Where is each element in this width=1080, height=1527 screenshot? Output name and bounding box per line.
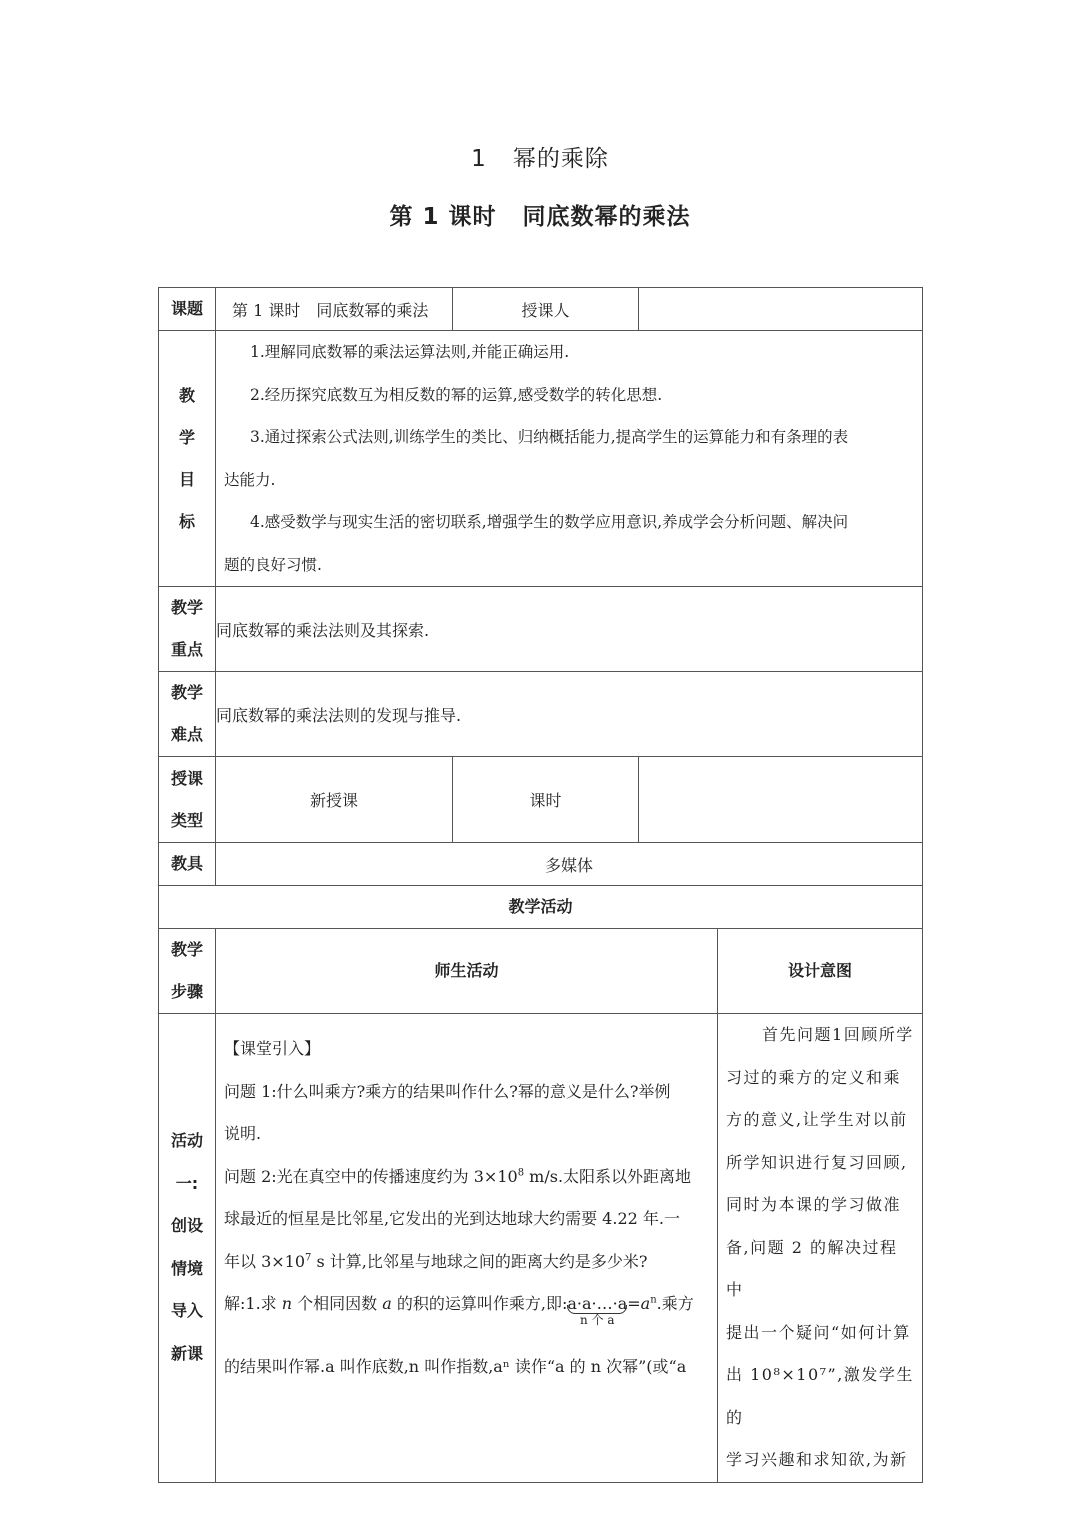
goal-3-cont: 达能力.	[224, 470, 276, 489]
question-1: 问题 1:什么叫乘方?乘方的结果叫作什么?幂的意义是什么?举例	[224, 1081, 671, 1101]
topic-label: 课题	[159, 288, 216, 331]
goal-4-cont: 题的良好习惯.	[224, 555, 322, 574]
goal-3: 3.通过探索公式法则,训练学生的类比、归纳概括能力,提高学生的运算能力和有条理的表	[250, 428, 849, 446]
focus-row	[159, 587, 923, 672]
lesson-plan-table	[158, 287, 923, 1483]
chapter-name: 幂的乘除	[512, 146, 609, 172]
activity-1-label: 活动 一: 创设 情境 导入 新课	[159, 1014, 216, 1483]
activity-header-row	[159, 929, 923, 1014]
lesson-title	[0, 198, 1080, 231]
type-label: 授课 类型	[159, 757, 216, 843]
activity-1-content	[216, 1014, 718, 1483]
goals-label: 教 学 目 标	[159, 331, 216, 587]
goal-1: 1.理解同底数幂的乘法运算法则,并能正确运用.	[250, 343, 570, 361]
lesson-name: 同底数幂的乘法	[522, 204, 691, 230]
tools-value: 多媒体	[216, 843, 923, 886]
goals-content	[216, 331, 923, 587]
goal-4: 4.感受数学与现实生活的密切联系,增强学生的数学应用意识,养成学会分析问题、解决问	[250, 513, 849, 531]
step-label: 教学 步骤	[159, 929, 216, 1014]
activity-section-row	[159, 886, 923, 929]
chapter-title	[0, 140, 1080, 173]
focus-label: 教学 重点	[159, 587, 216, 672]
question-2: 问题 2:光在真空中的传播速度约为 $3\times 10^8$ m/s.太阳系以外距离地	[224, 1166, 692, 1186]
activity-1-row	[159, 1014, 923, 1483]
topic-row	[159, 288, 923, 331]
chapter-number: 1	[471, 146, 487, 172]
col-activity-header: 师生活动	[216, 929, 718, 1014]
underbrace: a·a·…·a n 个 a	[567, 1283, 627, 1326]
question-1-cont: 说明.	[224, 1124, 262, 1143]
goal-2: 2.经历探究底数互为相反数的幂的运算,感受数学的转化思想.	[250, 385, 663, 404]
difficulty-label: 教学 难点	[159, 672, 216, 757]
intro-heading: 【课堂引入】	[224, 1039, 321, 1058]
activity-section-title: 教学活动	[159, 886, 923, 929]
hours-label: 课时	[453, 757, 639, 843]
solution-line-2: 的结果叫作幂.a 叫作底数,n 叫作指数,aⁿ 读作“a 的 n 次幂”(或“a	[224, 1356, 687, 1376]
teacher-value	[639, 288, 923, 331]
underbrace-label: n 个 a	[580, 1313, 615, 1327]
difficulty-value: 同底数幂的乘法法则的发现与推导.	[216, 672, 923, 757]
focus-value: 同底数幂的乘法法则及其探索.	[216, 587, 923, 672]
hours-value	[639, 757, 923, 843]
tools-label: 教具	[159, 843, 216, 886]
col-intent-header: 设计意图	[718, 929, 923, 1014]
topic-value: 第 1 课时 同底数幂的乘法	[216, 288, 453, 331]
difficulty-row	[159, 672, 923, 757]
solution-line-1: 解:1.求 n 个相同因数 a 的积的运算叫作乘方,即:a·a·…·a n 个 a $=a^n$.乘方	[216, 1283, 717, 1326]
lesson-number: 第 1 课时	[389, 204, 497, 230]
tools-row	[159, 843, 923, 886]
question-2-cont: 球最近的恒星是比邻星,它发出的光到达地球大约需要 4.22 年.一	[224, 1209, 680, 1228]
teacher-label: 授课人	[453, 288, 639, 331]
type-row	[159, 757, 923, 843]
goals-row	[159, 331, 923, 587]
activity-1-intent: 首先问题1回顾所学 习过的乘方的定义和乘 方的意义,让学生对以前 所学知识进行复习回顾, 同时为本课的学习做准 备,问题 2 的解决过程中 提出一个疑问“如何计算 出 10⁸×10⁷”,激发学生的 学习兴趣和求知欲,为新	[718, 1014, 923, 1483]
question-2-cont2: 年以 $3\times 10^7$ s 计算,比邻星与地球之间的距离大约是多少米?	[224, 1251, 648, 1271]
type-value: 新授课	[216, 757, 453, 843]
